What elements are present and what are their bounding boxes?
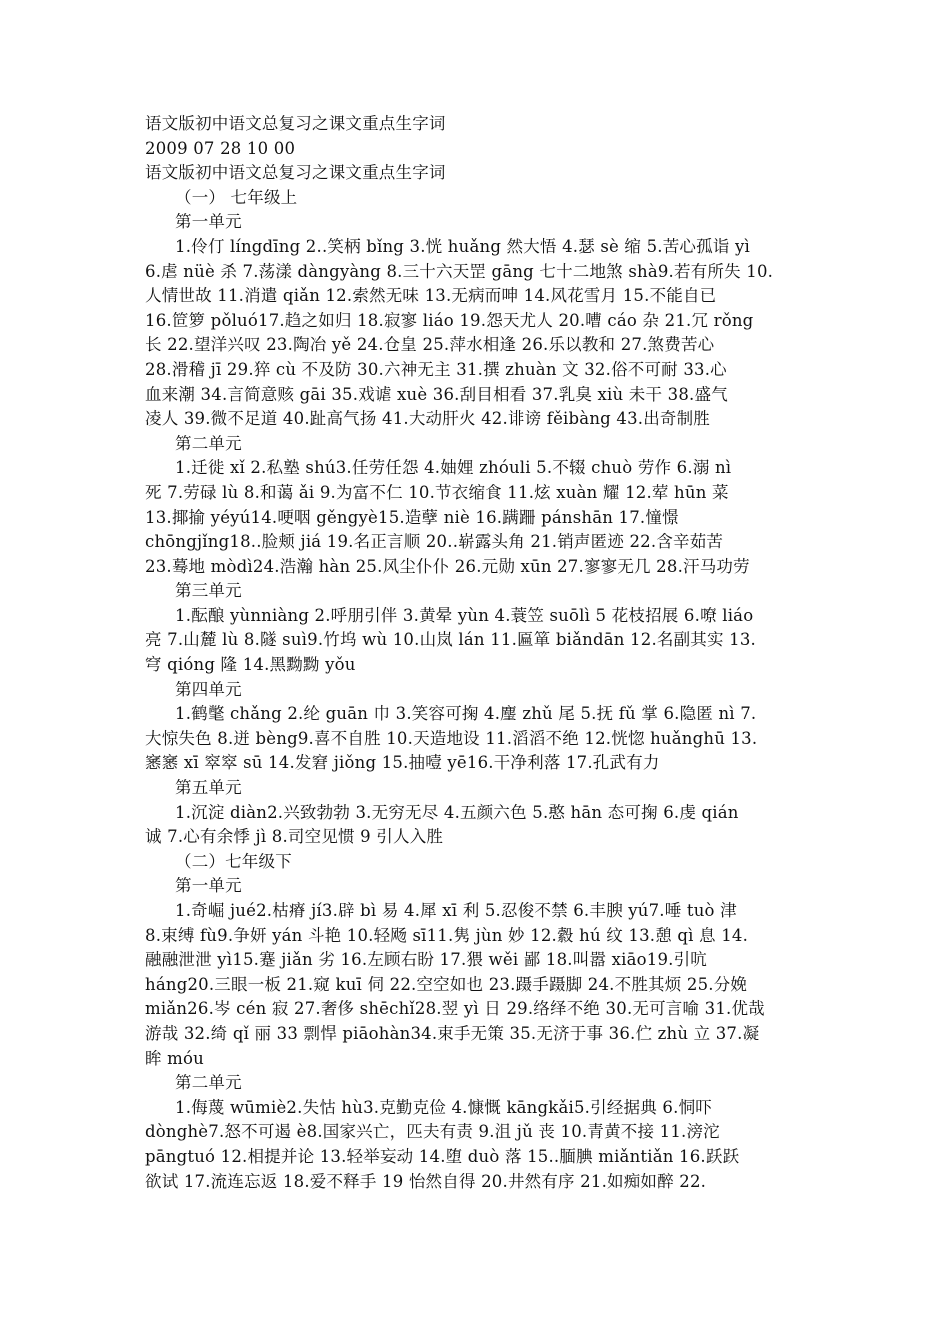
text-line: 1.鹤氅 chǎng 2.纶 guān 巾 3.笑容可掬 4.麈 zhǔ 尾 5.抚 fǔ 掌 6.隐匿 nì 7. — [175, 704, 757, 724]
text-line: 1.酝酿 yùnniàng 2.呼朋引伴 3.黄晕 yùn 4.蓑笠 suōlì 5 花枝招展 6.嘹 liáo — [175, 605, 754, 625]
text-line: 游哉 32.绮 qǐ 丽 33 剽悍 piāohàn34.束手无策 35.无济于事 36.伫 zhù 立 37.凝 — [145, 1023, 760, 1043]
text-line: 凌人 39.微不足道 40.趾高气扬 41.大动肝火 42.诽谤 fěibàng 43.出奇制胜 — [145, 409, 711, 429]
unit-heading: 第四单元 — [175, 679, 242, 699]
grade-heading-7b: （二）七年级下 — [175, 851, 292, 871]
unit-1-body — [145, 235, 810, 432]
unit-b1-body — [145, 899, 810, 1071]
text-line: 融融泄泄 yì15.蹇 jiǎn 劣 16.左顾右盼 17.猥 wěi 鄙 18.叫嚣 xiāo19.引吭 — [145, 950, 707, 970]
text-line: 死 7.劳碌 lù 8.和蔼 ǎi 9.为富不仁 10.节衣缩食 11.炫 xuàn 耀 12.荤 hūn 菜 — [145, 482, 729, 502]
text-line: 血来潮 34.言简意赅 gāi 35.戏谑 xuè 36.刮目相看 37.乳臭 xiù 未干 38.盛气 — [145, 384, 728, 404]
text-line: 16.笸箩 pǒluó17.趋之如归 18.寂寥 liáo 19.怨天尤人 20.嘈 cáo 杂 21.冗 rǒng — [145, 310, 754, 330]
text-line: 13.揶揄 yéyú14.哽咽 gěngyè15.造孽 niè 16.蹒跚 pánshān 17.憧憬 — [145, 507, 679, 527]
text-line: 1.迁徙 xǐ 2.私塾 shú3.任劳任怨 4.妯娌 zhóuli 5.不辍 chuò 劳作 6.溺 nì — [175, 458, 732, 478]
text-line: 诚 7.心有余悸 jì 8.司空见惯 9 引人入胜 — [145, 827, 444, 847]
text-line: 1.沉淀 diàn2.兴致勃勃 3.无穷无尽 4.五颜六色 5.憨 hān 态可掬 6.虔 qián — [175, 802, 739, 822]
text-line: 穹 qióng 隆 14.黑黝黝 yǒu — [145, 655, 356, 675]
unit-2-body — [145, 456, 810, 579]
unit-heading: 第二单元 — [175, 433, 242, 453]
unit-heading: 第二单元 — [175, 1073, 242, 1093]
text-line: miǎn26.岑 cén 寂 27.奢侈 shēchǐ28.翌 yì 日 29.络绎不绝 30.无可言喻 31.优哉 — [145, 999, 765, 1019]
document-title: 语文版初中语文总复习之课文重点生字词 — [145, 114, 446, 133]
text-line: 1.奇崛 jué2.枯瘠 jí3.辟 bì 易 4.犀 xī 利 5.忍俊不禁 6.丰腴 yú7.唾 tuò 津 — [175, 901, 737, 920]
text-line: háng20.三眼一板 21.窥 kuī 伺 22.空空如也 23.蹑手蹑脚 24.不胜其烦 25.分娩 — [145, 974, 748, 994]
text-line: 28.滑稽 jī 29.猝 cù 不及防 30.六神无主 31.撰 zhuàn 文 32.俗不可耐 33.心 — [145, 359, 727, 379]
text-line: 窸窸 xī 窣窣 sū 14.发窘 jiǒng 15.抽噎 yē16.干净利落 17.孔武有力 — [145, 753, 660, 773]
text-line: pāngtuó 12.相提并论 13.轻举妄动 14.堕 duò 落 15..腼腆 miǎntiǎn 16.跃跃 — [145, 1146, 740, 1166]
text-line: 欲试 17.流连忘返 18.爱不释手 19 怡然自得 20.井然有序 21.如痴如醉 22. — [145, 1171, 707, 1191]
text-line: 人情世故 11.消遣 qiǎn 12.索然无味 13.无病而呻 14.风花雪月 15.不能自已 — [145, 286, 717, 306]
unit-heading: 第一单元 — [175, 876, 242, 896]
text-line: dònghè7.怒不可遏 è8.国家兴亡，匹夫有责 9.沮 jǔ 丧 10.青黄不接 11.滂沱 — [145, 1122, 720, 1142]
text-line: 眸 móu — [145, 1048, 204, 1068]
text-line: 23.蓦地 mòdì24.浩瀚 hàn 25.风尘仆仆 26.元勋 xūn 27.寥寥无几 28.汗马功劳 — [145, 556, 750, 576]
unit-4-body — [145, 702, 810, 776]
text-line: 1.侮蔑 wūmiè2.失怙 hù3.克勤克俭 4.慷慨 kāngkǎi5.引经据典 6.恫吓 — [175, 1097, 712, 1117]
document-subtitle: 语文版初中语文总复习之课文重点生字词 — [145, 163, 446, 183]
text-line: 亮 7.山麓 lù 8.隧 suì9.竹坞 wù 10.山岚 lán 11.匾箪 biǎndān 12.名副其实 13. — [145, 630, 756, 650]
unit-5-body — [145, 801, 810, 850]
text-line: 6.虐 nüè 杀 7.荡漾 dàngyàng 8.三十六天罡 gāng 七十二地煞 shà9.若有所失 10. — [145, 261, 774, 281]
unit-heading: 第一单元 — [175, 212, 242, 232]
text-line: chōngjǐng18..脸颊 jiá 19.名正言顺 20..崭露头角 21.销声匿迹 22.含辛茹苦 — [145, 532, 724, 552]
grade-heading-7a: （一） 七年级上 — [175, 187, 298, 207]
document-date: 2009 07 28 10 00 — [145, 138, 296, 158]
unit-3-body — [145, 604, 810, 678]
text-line: 8.束缚 fù9.争妍 yán 斗艳 10.轻飏 sī11.隽 jùn 妙 12.縠 hú 纹 13.憩 qì 息 14. — [145, 925, 749, 945]
unit-heading: 第三单元 — [175, 581, 242, 601]
text-line: 大惊失色 8.迸 bèng9.喜不自胜 10.天造地设 11.滔滔不绝 12.恍惚 huǎnghū 13. — [145, 728, 758, 748]
text-line: 长 22.望洋兴叹 23.陶冶 yě 24.仓皇 25.萍水相逢 26.乐以教和 27.煞费苦心 — [145, 335, 715, 355]
unit-heading: 第五单元 — [175, 778, 242, 798]
document-page — [145, 112, 810, 1194]
unit-b2-body — [145, 1096, 810, 1194]
text-line: 1.伶仃 língdīng 2..笑柄 bǐng 3.恍 huǎng 然大悟 4.瑟 sè 缩 5.苦心孤诣 yì — [175, 236, 750, 256]
